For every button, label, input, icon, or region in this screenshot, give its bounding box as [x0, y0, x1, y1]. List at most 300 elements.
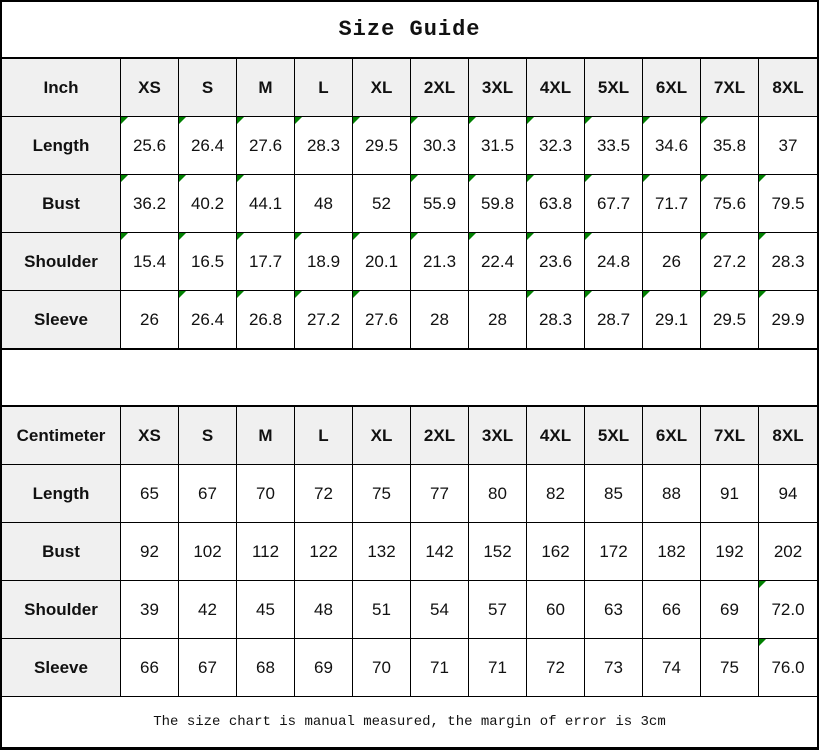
size-column-header-text: M [258, 425, 273, 445]
size-column-header [411, 407, 469, 465]
measurement-row-header [2, 581, 121, 639]
size-value-cell [121, 639, 179, 697]
size-value-cell [411, 465, 469, 523]
size-value-cell [643, 639, 701, 697]
size-value-cell-text: 26.4 [190, 135, 225, 155]
size-value-cell-text: 52 [372, 193, 391, 213]
size-value-cell [295, 175, 353, 233]
size-value-cell [295, 523, 353, 581]
size-column-header-text: 6XL [655, 425, 688, 445]
number-as-text-flag-icon [469, 233, 476, 240]
number-as-text-flag-icon [121, 117, 128, 124]
size-column-header-text: L [318, 77, 329, 97]
size-column-header-text: 6XL [655, 77, 688, 97]
size-column-header [353, 407, 411, 465]
size-value-cell-text: 28.7 [596, 309, 631, 329]
size-column-header-text: 8XL [772, 425, 804, 445]
number-as-text-flag-icon [179, 117, 186, 124]
size-value-cell-text: 68 [256, 657, 275, 677]
size-column-header [237, 59, 295, 117]
size-value-cell-text: 71.7 [654, 193, 689, 213]
size-value-cell [121, 523, 179, 581]
size-value-cell-text: 112 [251, 541, 280, 561]
measurement-row-header [2, 233, 121, 291]
number-as-text-flag-icon [759, 233, 766, 240]
number-as-text-flag-icon [353, 291, 360, 298]
size-value-cell-text: 29.5 [364, 135, 399, 155]
size-value-cell-text: 65 [140, 483, 159, 503]
size-value-cell-text: 75.6 [712, 193, 747, 213]
size-value-cell [469, 581, 527, 639]
size-column-header-text: S [201, 77, 214, 97]
number-as-text-flag-icon [643, 117, 650, 124]
size-value-cell [759, 117, 817, 175]
size-value-cell [585, 639, 643, 697]
size-column-header [295, 59, 353, 117]
size-value-cell-text: 29.9 [771, 309, 805, 329]
size-column-header [585, 407, 643, 465]
measurement-row-header [2, 117, 121, 175]
measurement-row-header [2, 175, 121, 233]
size-value-cell [585, 175, 643, 233]
size-value-cell [237, 581, 295, 639]
size-value-cell-text: 75 [720, 657, 739, 677]
size-value-cell-text: 24.8 [596, 251, 631, 271]
table-gap [2, 349, 817, 407]
size-value-cell [237, 291, 295, 349]
size-column-header [353, 59, 411, 117]
size-value-cell [643, 175, 701, 233]
size-value-cell [701, 639, 759, 697]
size-value-cell-text: 202 [773, 541, 803, 561]
size-value-cell [527, 233, 585, 291]
size-value-cell [469, 523, 527, 581]
size-column-header [643, 59, 701, 117]
size-value-cell-text: 26.8 [248, 309, 283, 329]
size-value-cell-text: 44.1 [248, 193, 283, 213]
size-value-cell [759, 581, 817, 639]
number-as-text-flag-icon [701, 233, 708, 240]
size-column-header-text: 5XL [597, 77, 630, 97]
size-table-inch [2, 59, 817, 349]
size-value-cell [469, 291, 527, 349]
size-value-cell-text: 28.3 [306, 135, 341, 155]
size-value-cell [469, 175, 527, 233]
size-value-cell-text: 152 [483, 541, 512, 561]
size-column-header [759, 59, 817, 117]
size-value-cell-text: 20.1 [364, 251, 399, 271]
number-as-text-flag-icon [701, 175, 708, 182]
size-value-cell [585, 523, 643, 581]
size-value-cell-text: 91 [720, 483, 739, 503]
measurement-row-header [2, 465, 121, 523]
unit-header-cell [2, 59, 121, 117]
size-value-cell [179, 291, 237, 349]
size-value-cell [701, 175, 759, 233]
number-as-text-flag-icon [179, 233, 186, 240]
size-value-cell [469, 465, 527, 523]
size-value-cell-text: 28.3 [771, 251, 805, 271]
size-value-cell-text: 28 [430, 309, 449, 329]
number-as-text-flag-icon [527, 291, 534, 298]
size-value-cell [643, 117, 701, 175]
number-as-text-flag-icon [469, 117, 476, 124]
size-value-cell [643, 465, 701, 523]
size-value-cell-text: 122 [309, 541, 338, 561]
size-value-cell [759, 465, 817, 523]
size-column-header [701, 59, 759, 117]
size-value-cell-text: 162 [541, 541, 570, 561]
size-value-cell [295, 291, 353, 349]
size-value-cell [179, 639, 237, 697]
size-column-header [295, 407, 353, 465]
size-value-cell [179, 233, 237, 291]
size-column-header-text: 2XL [423, 425, 456, 445]
size-value-cell-text: 26 [140, 309, 159, 329]
size-column-header-text: 2XL [423, 77, 456, 97]
size-value-cell [179, 175, 237, 233]
size-value-cell-text: 28 [488, 309, 507, 329]
size-value-cell [759, 523, 817, 581]
size-value-cell [527, 175, 585, 233]
size-column-header [237, 407, 295, 465]
measurement-row-header-text: Length [32, 135, 90, 155]
number-as-text-flag-icon [411, 117, 418, 124]
number-as-text-flag-icon [585, 233, 592, 240]
unit-header-cell [2, 407, 121, 465]
size-value-cell-text: 30.3 [422, 135, 457, 155]
size-value-cell [411, 233, 469, 291]
measurement-row-header-text: Shoulder [24, 599, 98, 619]
size-value-cell [469, 117, 527, 175]
size-value-cell-text: 142 [425, 541, 454, 561]
number-as-text-flag-icon [353, 117, 360, 124]
size-value-cell-text: 28.3 [538, 309, 573, 329]
size-value-cell-text: 26 [662, 251, 681, 271]
size-value-cell [179, 117, 237, 175]
size-value-cell-text: 29.1 [654, 309, 689, 329]
size-value-cell [643, 523, 701, 581]
size-value-cell [701, 291, 759, 349]
number-as-text-flag-icon [295, 117, 302, 124]
measurement-row-header-text: Shoulder [24, 251, 98, 271]
size-value-cell [353, 639, 411, 697]
size-value-cell [643, 291, 701, 349]
size-column-header [759, 407, 817, 465]
measurement-row-header-text: Bust [42, 193, 80, 213]
size-column-header [411, 59, 469, 117]
size-value-cell-text: 39 [140, 599, 159, 619]
size-value-cell [121, 117, 179, 175]
size-column-header-text: 4XL [539, 77, 572, 97]
size-value-cell-text: 27.2 [712, 251, 747, 271]
size-value-cell [527, 291, 585, 349]
size-value-cell-text: 66 [140, 657, 159, 677]
size-value-cell [527, 523, 585, 581]
size-value-cell [179, 465, 237, 523]
size-value-cell [411, 291, 469, 349]
size-value-cell [759, 291, 817, 349]
size-value-cell [759, 639, 817, 697]
number-as-text-flag-icon [527, 233, 534, 240]
size-value-cell-text: 21.3 [422, 251, 457, 271]
size-column-header [121, 59, 179, 117]
size-column-header-text: 7XL [713, 77, 746, 97]
size-value-cell-text: 23.6 [538, 251, 573, 271]
size-value-cell-text: 72 [314, 483, 333, 503]
size-value-cell-text: 27.2 [306, 309, 341, 329]
number-as-text-flag-icon [469, 175, 476, 182]
size-value-cell [411, 175, 469, 233]
size-column-header [527, 59, 585, 117]
number-as-text-flag-icon [237, 233, 244, 240]
number-as-text-flag-icon [643, 175, 650, 182]
size-column-header [527, 407, 585, 465]
size-column-header-text: XS [138, 77, 161, 97]
size-value-cell-text: 70 [256, 483, 275, 503]
size-value-cell [121, 291, 179, 349]
size-value-cell-text: 29.5 [712, 309, 747, 329]
size-value-cell-text: 82 [546, 483, 565, 503]
number-as-text-flag-icon [527, 117, 534, 124]
number-as-text-flag-icon [295, 233, 302, 240]
size-value-cell [295, 581, 353, 639]
size-value-cell-text: 76.0 [771, 657, 805, 677]
size-value-cell [353, 233, 411, 291]
size-value-cell-text: 72.0 [771, 599, 805, 619]
size-value-cell [121, 233, 179, 291]
number-as-text-flag-icon [701, 117, 708, 124]
size-value-cell-text: 70 [372, 657, 391, 677]
size-value-cell-text: 92 [140, 541, 159, 561]
size-value-cell-text: 51 [372, 599, 391, 619]
size-value-cell [353, 291, 411, 349]
size-value-cell [295, 465, 353, 523]
size-value-cell-text: 66 [662, 599, 681, 619]
size-column-header-text: XL [370, 77, 393, 97]
size-value-cell-text: 102 [193, 541, 222, 561]
size-column-header-text: S [201, 425, 214, 445]
size-value-cell [237, 523, 295, 581]
size-value-cell [411, 639, 469, 697]
number-as-text-flag-icon [237, 291, 244, 298]
size-value-cell [527, 117, 585, 175]
number-as-text-flag-icon [585, 291, 592, 298]
size-value-cell [469, 639, 527, 697]
size-value-cell [179, 523, 237, 581]
number-as-text-flag-icon [759, 175, 766, 182]
size-value-cell-text: 74 [662, 657, 681, 677]
size-value-cell-text: 57 [488, 599, 507, 619]
size-value-cell-text: 94 [778, 483, 798, 503]
size-value-cell-text: 69 [720, 599, 739, 619]
size-value-cell [295, 117, 353, 175]
size-value-cell-text: 54 [430, 599, 449, 619]
size-value-cell-text: 42 [198, 599, 217, 619]
size-value-cell [701, 523, 759, 581]
size-value-cell-text: 88 [662, 483, 681, 503]
size-value-cell-text: 132 [367, 541, 396, 561]
measurement-row-header-text: Length [32, 483, 90, 503]
size-value-cell [353, 175, 411, 233]
number-as-text-flag-icon [701, 291, 708, 298]
size-value-cell [353, 523, 411, 581]
number-as-text-flag-icon [237, 175, 244, 182]
size-value-cell-text: 36.2 [132, 193, 167, 213]
number-as-text-flag-icon [121, 233, 128, 240]
number-as-text-flag-icon [585, 117, 592, 124]
size-value-cell-text: 71 [488, 657, 507, 677]
size-value-cell [585, 233, 643, 291]
size-value-cell [295, 639, 353, 697]
size-value-cell-text: 33.5 [596, 135, 631, 155]
size-column-header [469, 407, 527, 465]
number-as-text-flag-icon [237, 117, 244, 124]
number-as-text-flag-icon [179, 291, 186, 298]
size-value-cell-text: 48 [314, 193, 333, 213]
number-as-text-flag-icon [759, 291, 766, 298]
size-value-cell-text: 182 [657, 541, 686, 561]
size-column-header [701, 407, 759, 465]
measurement-row-header [2, 291, 121, 349]
measurement-row-header-text: Sleeve [34, 657, 88, 677]
size-value-cell-text: 35.8 [712, 135, 747, 155]
size-value-cell-text: 45 [256, 599, 275, 619]
number-as-text-flag-icon [759, 639, 766, 646]
size-value-cell-text: 34.6 [654, 135, 689, 155]
size-value-cell [411, 523, 469, 581]
size-value-cell-text: 67.7 [596, 193, 631, 213]
size-column-header-text: 3XL [481, 425, 514, 445]
size-value-cell [469, 233, 527, 291]
size-column-header [179, 59, 237, 117]
size-value-cell-text: 22.4 [480, 251, 515, 271]
size-value-cell-text: 192 [715, 541, 744, 561]
size-value-cell [759, 175, 817, 233]
size-value-cell-text: 16.5 [190, 251, 225, 271]
size-value-cell [353, 581, 411, 639]
page-title: Size Guide [2, 2, 817, 59]
size-value-cell-text: 77 [430, 483, 449, 503]
size-value-cell-text: 15.4 [132, 251, 167, 271]
size-column-header-text: 5XL [597, 425, 630, 445]
number-as-text-flag-icon [643, 291, 650, 298]
size-value-cell [701, 117, 759, 175]
size-column-header [179, 407, 237, 465]
size-value-cell-text: 172 [599, 541, 628, 561]
size-value-cell-text: 37 [778, 135, 798, 155]
size-value-cell [701, 581, 759, 639]
size-column-header-text: L [318, 425, 329, 445]
size-value-cell [643, 581, 701, 639]
size-value-cell-text: 63.8 [538, 193, 573, 213]
size-column-header-text: XL [370, 425, 393, 445]
size-value-cell-text: 55.9 [422, 193, 457, 213]
size-value-cell [759, 233, 817, 291]
size-value-cell [527, 465, 585, 523]
size-value-cell [237, 639, 295, 697]
size-value-cell [643, 233, 701, 291]
size-value-cell [527, 581, 585, 639]
measurement-row-header-text: Bust [42, 541, 80, 561]
size-column-header-text: M [258, 77, 273, 97]
size-column-header [643, 407, 701, 465]
size-value-cell-text: 60 [546, 599, 565, 619]
number-as-text-flag-icon [411, 175, 418, 182]
size-value-cell-text: 85 [604, 483, 623, 503]
size-value-cell-text: 40.2 [190, 193, 225, 213]
size-value-cell [701, 233, 759, 291]
unit-header-cell-text: Centimeter [16, 425, 106, 445]
measurement-row-header [2, 523, 121, 581]
unit-header-cell-text: Inch [43, 77, 79, 97]
size-value-cell [237, 175, 295, 233]
size-value-cell-text: 25.6 [132, 135, 167, 155]
size-value-cell [701, 465, 759, 523]
size-value-cell-text: 27.6 [364, 309, 399, 329]
size-value-cell-text: 17.7 [248, 251, 283, 271]
size-value-cell [585, 117, 643, 175]
size-column-header-text: XS [138, 425, 161, 445]
size-column-header [121, 407, 179, 465]
number-as-text-flag-icon [411, 233, 418, 240]
size-value-cell [237, 233, 295, 291]
size-value-cell-text: 75 [372, 483, 391, 503]
size-value-cell [121, 465, 179, 523]
size-table-centimeter [2, 407, 817, 697]
size-value-cell-text: 48 [314, 599, 333, 619]
footer-note: The size chart is manual measured, the margin of error is 3cm [2, 697, 817, 747]
size-value-cell-text: 72 [546, 657, 565, 677]
number-as-text-flag-icon [759, 581, 766, 588]
number-as-text-flag-icon [121, 175, 128, 182]
size-value-cell [411, 581, 469, 639]
size-value-cell [237, 465, 295, 523]
size-value-cell [585, 291, 643, 349]
size-value-cell [237, 117, 295, 175]
size-column-header-text: 3XL [481, 77, 514, 97]
size-value-cell [353, 465, 411, 523]
measurement-row-header-text: Sleeve [34, 309, 88, 329]
size-value-cell-text: 31.5 [480, 135, 515, 155]
size-column-header [469, 59, 527, 117]
size-value-cell-text: 67 [198, 657, 217, 677]
number-as-text-flag-icon [179, 175, 186, 182]
size-value-cell [121, 581, 179, 639]
size-value-cell-text: 80 [488, 483, 507, 503]
size-value-cell-text: 79.5 [771, 193, 805, 213]
size-value-cell [353, 117, 411, 175]
size-value-cell-text: 63 [604, 599, 623, 619]
size-value-cell-text: 69 [314, 657, 333, 677]
size-value-cell [411, 117, 469, 175]
size-value-cell [585, 465, 643, 523]
number-as-text-flag-icon [585, 175, 592, 182]
size-value-cell-text: 18.9 [306, 251, 341, 271]
size-value-cell-text: 67 [198, 483, 217, 503]
number-as-text-flag-icon [295, 291, 302, 298]
measurement-row-header [2, 639, 121, 697]
size-value-cell-text: 26.4 [190, 309, 225, 329]
size-value-cell [585, 581, 643, 639]
size-column-header [585, 59, 643, 117]
size-column-header-text: 7XL [713, 425, 746, 445]
number-as-text-flag-icon [527, 175, 534, 182]
size-value-cell-text: 71 [430, 657, 449, 677]
size-value-cell-text: 59.8 [480, 193, 515, 213]
size-value-cell [121, 175, 179, 233]
number-as-text-flag-icon [353, 233, 360, 240]
